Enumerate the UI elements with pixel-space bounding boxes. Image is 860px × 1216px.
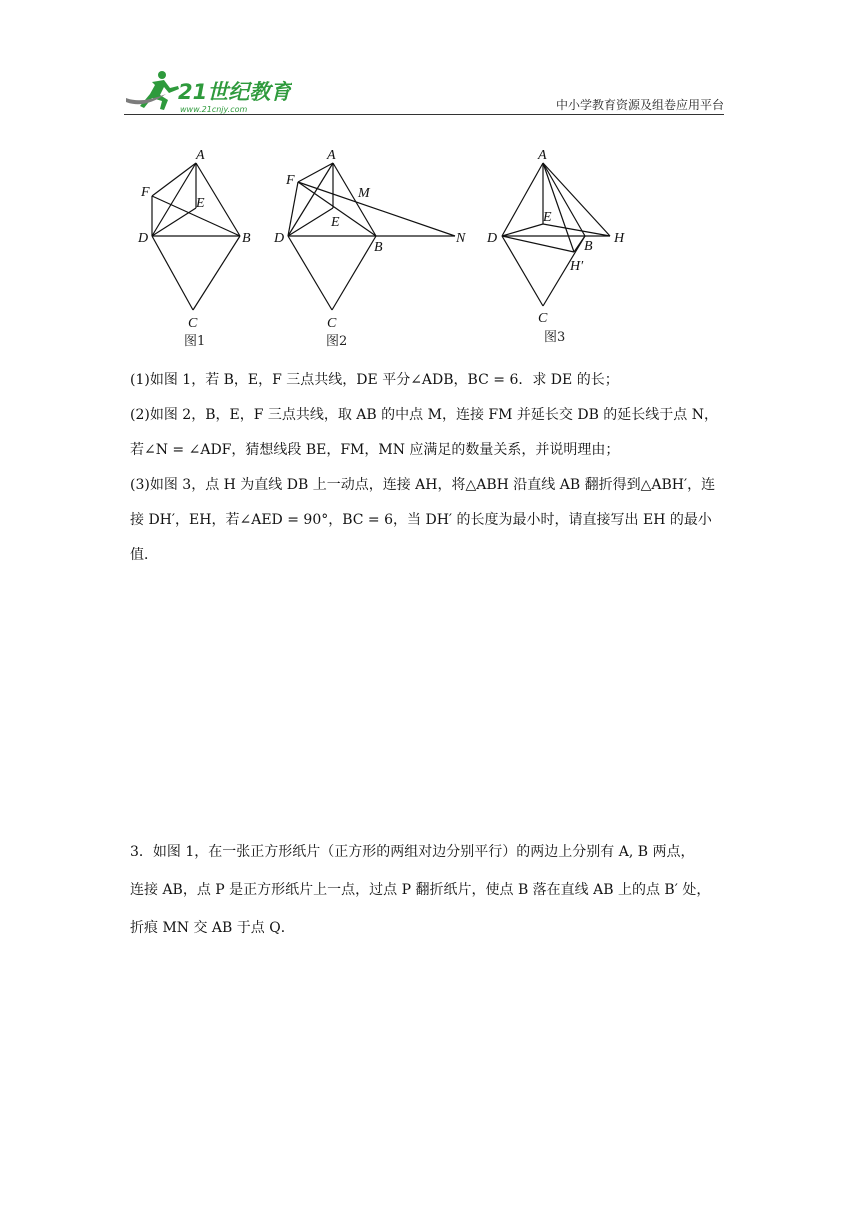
fig3-point-c: C (538, 311, 548, 326)
problem3-line-3: 折痕 MN 交 AB 于点 Q． (130, 920, 295, 936)
fig1-point-e: E (196, 196, 205, 211)
problem2-question-2-line-1: (2)如图 2，B，E，F 三点共线，取 AB 的中点 M，连接 FM 并延长交 DB 的延长线于点 N， (130, 407, 719, 423)
fig2-point-d: D (274, 231, 285, 246)
fig2-point-a: A (327, 148, 336, 163)
fig2-caption: 图2 (326, 334, 348, 349)
fig3-point-a: A (538, 148, 547, 163)
fig3-caption: 图3 (544, 330, 566, 345)
logo-url: www.21cnjy.com (180, 105, 248, 114)
fig3-point-b: B (584, 239, 593, 254)
problem2-question-3-line-1: (3)如图 3，点 H 为直线 DB 上一动点，连接 AH，将△ABH 沿直线 AB 翻折得到△ABH′，连 (130, 477, 716, 493)
fig2-point-m: M (358, 186, 370, 201)
fig1-point-f: F (141, 185, 150, 200)
fig3-point-h: H (614, 231, 625, 246)
fig1-point-b: B (242, 231, 251, 246)
problem3-line-2: 连接 AB，点 P 是正方形纸片上一点，过点 P 翻折纸片，使点 B 落在直线 AB 上的点 B′ 处， (130, 882, 711, 898)
fig2-point-b: B (374, 240, 383, 255)
fig2-point-f: F (286, 173, 295, 188)
fig3-point-d: D (487, 231, 498, 246)
problem3-line-1: 3．如图 1，在一张正方形纸片（正方形的两组对边分别平行）的两边上分别有 A, B 两点， (130, 844, 695, 860)
problem2-question-2-line-2: 若∠N = ∠ADF，猜想线段 BE，FM，MN 应满足的数量关系，并说明理由； (130, 442, 620, 458)
fig2-point-c: C (327, 316, 337, 331)
figure-3 (502, 163, 610, 306)
fig1-caption: 图1 (184, 334, 206, 349)
fig2-point-e: E (331, 215, 340, 230)
fig1-point-d: D (138, 231, 149, 246)
fig1-point-c: C (188, 316, 198, 331)
logo-text: 21世纪教育 (178, 80, 292, 104)
geometry-figures (0, 0, 860, 360)
platform-title: 中小学教育资源及组卷应用平台 (555, 98, 724, 112)
problem2-question-1: (1)如图 1，若 B，E，F 三点共线，DE 平分∠ADB，BC = 6．求 DE 的长； (130, 372, 619, 388)
fig3-point-e: E (543, 210, 552, 225)
fig2-point-n: N (456, 231, 466, 246)
figure-1 (152, 163, 240, 310)
figure-2 (288, 163, 455, 310)
problem2-question-3-line-3: 值． (130, 547, 158, 563)
problem2-question-3-line-2: 接 DH′，EH，若∠AED = 90°，BC = 6，当 DH′ 的长度为最小时，请直接写出 EH 的最小 (130, 512, 712, 528)
fig1-point-a: A (196, 148, 205, 163)
fig3-point-h-prime: H′ (570, 259, 584, 274)
